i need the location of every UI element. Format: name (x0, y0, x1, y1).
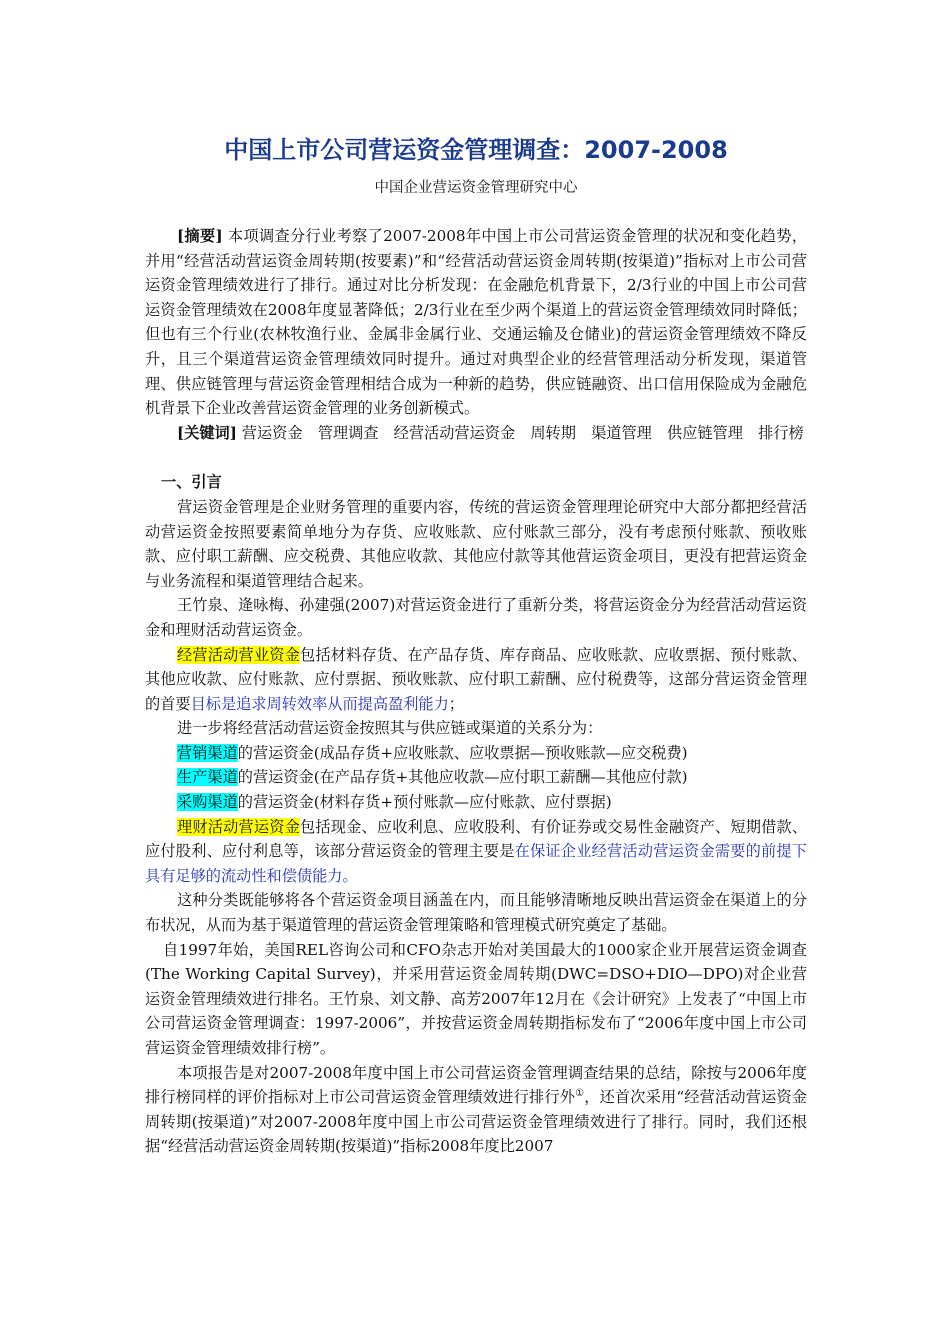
abstract-text: 本项调查分行业考察了2007-2008年中国上市公司营运资金管理的状况和变化趋势，并用“经营活动营运资金周转期(按要素)”和“经营活动营运资金周转期(按渠道)”指标对上市公司营运资金管理绩效进行了排行。通过对比分析发现：在金融危机背景下，2/3行业的中国上市公司营运资金管理绩效在2008年度显著降低；2/3行业在至少两个渠道上的营运资金管理绩效同时降低；但也有三个行业(农林牧渔行业、金属非金属行业、交通运输及仓储业)的营运资金管理绩效不降反升，且三个渠道营运资金管理绩效同时提升。通过对典型企业的经营管理活动分析发现，渠道管理、供应链管理与营运资金管理相结合成为一种新的趋势，供应链融资、出口信用保险成为金融危机背景下企业改善营运资金管理的业务创新模式。 (145, 227, 808, 418)
channel-marketing (145, 741, 807, 766)
paragraph-5-text: 包括现金、应收利息、应收股利、有价证券或交易性金融资产、短期借款、应付股利、应付利息等，该部分营运资金的管理主要是 (145, 817, 808, 861)
section-heading: 一、引言 (161, 473, 222, 492)
paragraph-3-end: ； (448, 694, 464, 713)
channel-purchasing (145, 790, 807, 815)
paragraph-8-text-a: 本项报告是对2007-2008年度中国上市公司营运资金管理调查结果的总结，除按与2006年度排行榜同样的评价指标对上市公司营运资金管理绩效进行排行外 (145, 1063, 807, 1107)
page-subtitle: 中国企业营运资金管理研究中心 (374, 180, 578, 196)
blue-liquidity-text: 在保证企业经营活动营运资金需要的前提下具有足够的流动性和偿债能力。 (145, 842, 808, 885)
highlight-financial-capital: 理财活动营运资金 (177, 817, 300, 836)
abstract-label: [摘要] (177, 227, 223, 245)
keywords-text: 营运资金 管理调查 经营活动营运资金 周转期 渠道管理 供应链管理 排行榜 (241, 423, 804, 442)
abstract-paragraph (145, 224, 807, 421)
paragraph-2: 王竹泉、逄咏梅、孙建强(2007)对营运资金进行了重新分类，将营运资金分为经营活动营运资金和理财活动营运资金。 (145, 596, 807, 639)
paragraph-6: 这种分类既能够将各个营运资金项目涵盖在内，而且能够清晰地反映出营运资金在渠道上的分布状况，从而为基于渠道管理的营运资金管理策略和管理模式研究奠定了基础。 (145, 891, 807, 935)
keywords-label: [关键词] (177, 423, 237, 442)
highlight-purchasing-channel: 采购渠道 (177, 793, 238, 812)
paragraph-3-text: 包括材料存货、在产品存货、库存商品、应收账款、应收票据、预付账款、其他应收款、应付账款、应付票据、预收账款、应付职工薪酬、应付税费等，这部分营运资金管理的首要 (145, 645, 808, 713)
highlight-operating-capital: 经营活动营业资金 (177, 645, 300, 664)
paragraph-4: 进一步将经营活动营运资金按照其与供应链或渠道的关系分为： (177, 719, 603, 738)
footnote-marker: ① (575, 1088, 585, 1100)
paragraph-3 (145, 643, 807, 717)
paragraph-8-text-b: ，还首次采用“经营活动营运资金周转期(按渠道)”对2007-2008年度中国上市公司营运资金管理绩效进行了排行。同时，我们还根据“经营活动营运资金周转期(按渠道)”指标2008年度比2007 (145, 1088, 807, 1156)
blue-goal-text: 目标是追求周转效率从而提高盈利能力 (190, 694, 449, 713)
paragraph-5 (145, 815, 807, 889)
document-body (145, 224, 807, 1159)
highlight-marketing-channel: 营销渠道 (177, 743, 238, 762)
channel-marketing-text: 的营运资金(成品存货+应收账款、应收票据—预收账款—应交税费) (237, 743, 688, 762)
paragraph-8 (145, 1061, 807, 1159)
channel-production (145, 765, 807, 790)
paragraph-1: 营运资金管理是企业财务管理的重要内容，传统的营运资金管理理论研究中大部分都把经营活动营运资金按照要素简单地分为存货、应收账款、应付账款三部分，没有考虑预付账款、预收账款、应付职工薪酬、应交税费、其他应收款、其他应付款等其他营运资金项目，更没有把营运资金与业务流程和渠道管理结合起来。 (145, 497, 807, 590)
page-title: 中国上市公司营运资金管理调查：2007-2008 (224, 136, 728, 164)
channel-purchasing-text: 的营运资金(材料存货+预付账款—应付账款、应付票据) (237, 793, 612, 812)
keywords-paragraph (145, 421, 807, 446)
paragraph-7: 自1997年始，美国REL咨询公司和CFO杂志开始对美国最大的1000家企业开展营运资金调查(The Working Capital Survey)，并采用营运资金周转期(DWC=DSO+DIO—DPO)对企业营运资金管理绩效进行排名。王竹泉、刘文静、高芳2007年12月在《会计研究》上发表了“中国上市公司营运资金管理调查：1997-2006”，并按营运资金周转期指标发布了“2006年度中国上市公司营运资金管理绩效排行榜”。 (145, 940, 807, 1057)
highlight-production-channel: 生产渠道 (177, 768, 238, 787)
channel-production-text: 的营运资金(在产品存货+其他应收款—应付职工薪酬—其他应付款) (237, 768, 688, 787)
spacer (145, 445, 807, 470)
